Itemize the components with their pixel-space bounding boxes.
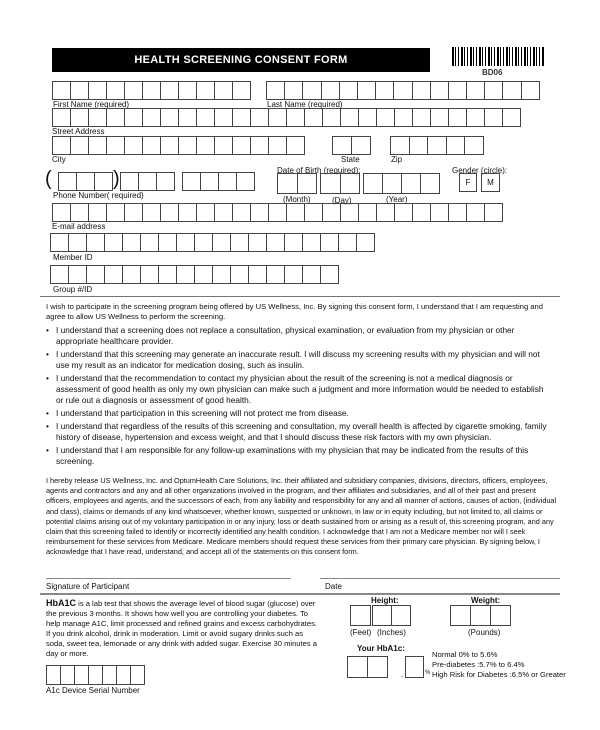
character-box[interactable]	[122, 233, 141, 252]
divider	[40, 593, 560, 595]
character-box[interactable]	[160, 136, 179, 155]
character-box[interactable]	[86, 265, 105, 284]
consent-bullet: • I understand that regardless of the results of this screening and consultation, my overall health is affected by cigarette smoking, family history of disease, hypertension and excess weight, and that I should discuss these risk factors with my own physician.	[46, 421, 551, 443]
character-box[interactable]	[52, 81, 71, 100]
character-box[interactable]	[76, 172, 95, 191]
zip-label: Zip	[391, 155, 403, 164]
character-box[interactable]	[266, 233, 285, 252]
character-box[interactable]	[490, 605, 511, 626]
character-box[interactable]	[122, 265, 141, 284]
gender-f-option[interactable]: F	[459, 173, 477, 192]
character-box[interactable]	[124, 81, 143, 100]
character-box[interactable]	[160, 108, 179, 127]
character-box[interactable]	[106, 81, 125, 100]
character-box[interactable]	[375, 81, 394, 100]
signature-label: Signature of Participant	[46, 582, 130, 591]
character-box[interactable]	[412, 81, 431, 100]
character-box[interactable]	[250, 136, 269, 155]
character-box[interactable]	[232, 81, 251, 100]
character-box[interactable]	[212, 265, 231, 284]
character-box[interactable]	[104, 265, 123, 284]
character-box[interactable]	[464, 136, 484, 155]
decimal-point: .	[401, 670, 404, 679]
weight-input[interactable]	[450, 605, 510, 626]
phone-prefix-input[interactable]	[120, 172, 174, 191]
character-box[interactable]	[130, 665, 145, 685]
character-box[interactable]	[88, 108, 107, 127]
character-box[interactable]	[484, 81, 503, 100]
last-name-label: Last Name (required)	[267, 100, 343, 109]
character-box[interactable]	[266, 265, 285, 284]
character-box[interactable]	[284, 81, 303, 100]
character-box[interactable]	[138, 172, 157, 191]
character-box[interactable]	[196, 81, 215, 100]
email-input[interactable]	[52, 203, 502, 222]
character-box[interactable]	[356, 233, 375, 252]
character-box[interactable]	[52, 203, 71, 222]
consent-intro: I wish to participate in the screening program being offered by US Wellness, Inc. By signing this consent form, I understand that I am requesting and agree to allow US Wellness to perform the screening.	[46, 302, 543, 321]
character-box[interactable]	[268, 203, 287, 222]
character-box[interactable]	[230, 265, 249, 284]
character-box[interactable]	[178, 203, 197, 222]
character-box[interactable]	[104, 233, 123, 252]
paren-open: (	[45, 168, 52, 190]
character-box[interactable]	[448, 203, 467, 222]
character-box[interactable]	[230, 233, 249, 252]
character-box[interactable]	[466, 81, 485, 100]
range-high-risk: High Risk for Diabetes :6.5% or Greater	[432, 670, 566, 679]
character-box[interactable]	[470, 605, 491, 626]
date-label: Date	[325, 582, 342, 591]
dob-month-input[interactable]	[277, 173, 316, 194]
character-box[interactable]	[250, 203, 269, 222]
character-box[interactable]	[391, 605, 411, 626]
height-inches-input[interactable]	[372, 605, 410, 626]
city-input[interactable]	[52, 136, 304, 155]
character-box[interactable]	[120, 172, 139, 191]
release-paragraph: I hereby release US Wellness, Inc. and OptumHealth Care Solutions, Inc. their affiliated and subsidiary companies, divisions, directors, officers, employees, agents and contractors and any and all other organizations involved in the program, and their affiliates and subsidiaries, and all of their past and present officers, employees and agents, and the successors of each, from any liability and responsibility for any and all manner of actions, causes of action, (individual and class), claims or demands of any kind whatsoever, whether known, suspected or unknown, in law or in equity including, but not limited to, all claims or potential claims arising out of my voluntary participation in or any injury, loss or death sustained from or arising as a result of, this screening program, and any claim that this screening failed to identify or incorrectly identified any health condition. I acknowledge that I am not a Medicare member nor will I seek reimbursement for these services from Medicare. Medicare members should request these services from their primary care physician. By signing below, I acknowledge that I have read, understand, and accept all of the statements on this consent form.	[46, 476, 557, 557]
gender-label: Gender (circle):	[452, 166, 508, 175]
character-box[interactable]	[450, 605, 471, 626]
character-box[interactable]	[376, 203, 395, 222]
date-line[interactable]	[320, 578, 560, 579]
character-box[interactable]	[74, 665, 89, 685]
member-id-input[interactable]	[50, 233, 374, 252]
character-box[interactable]	[178, 136, 197, 155]
character-box[interactable]	[448, 108, 467, 127]
character-box[interactable]	[248, 233, 267, 252]
character-box[interactable]	[277, 173, 298, 194]
character-box[interactable]	[232, 108, 251, 127]
character-box[interactable]	[196, 136, 215, 155]
character-box[interactable]	[405, 656, 424, 678]
inches-label: (Inches)	[377, 628, 406, 637]
character-box[interactable]	[68, 233, 87, 252]
character-box[interactable]	[321, 81, 340, 100]
character-box[interactable]	[176, 265, 195, 284]
dob-day-input[interactable]	[320, 173, 359, 194]
dob-year-input[interactable]	[363, 173, 439, 194]
character-box[interactable]	[430, 203, 449, 222]
character-box[interactable]	[393, 81, 412, 100]
character-box[interactable]	[302, 265, 321, 284]
character-box[interactable]	[194, 233, 213, 252]
weight-label: Weight:	[471, 596, 501, 605]
character-box[interactable]	[248, 265, 267, 284]
character-box[interactable]	[178, 81, 197, 100]
character-box[interactable]	[521, 81, 540, 100]
character-box[interactable]	[58, 172, 77, 191]
character-box[interactable]	[106, 108, 125, 127]
character-box[interactable]	[142, 203, 161, 222]
character-box[interactable]	[347, 656, 368, 678]
group-id-label: Group #/ID	[53, 285, 93, 294]
character-box[interactable]	[214, 108, 233, 127]
consent-bullet: • I understand that participation in this screening will not protect me from disease.	[46, 408, 551, 419]
character-box[interactable]	[70, 203, 89, 222]
character-box[interactable]	[50, 233, 69, 252]
character-box[interactable]	[70, 108, 89, 127]
character-box[interactable]	[430, 108, 449, 127]
height-label: Height:	[371, 596, 399, 605]
character-box[interactable]	[68, 265, 87, 284]
character-box[interactable]	[232, 136, 251, 155]
last-name-input[interactable]	[266, 81, 539, 100]
gender-m-option[interactable]: M	[481, 173, 500, 192]
character-box[interactable]	[236, 172, 255, 191]
character-box[interactable]	[466, 108, 485, 127]
character-box[interactable]	[340, 203, 359, 222]
character-box[interactable]	[363, 173, 383, 194]
character-box[interactable]	[218, 172, 237, 191]
character-box[interactable]	[409, 136, 429, 155]
character-box[interactable]	[158, 233, 177, 252]
range-normal: Normal 0% to 5.6%	[432, 650, 498, 659]
character-box[interactable]	[320, 265, 339, 284]
character-box[interactable]	[502, 108, 521, 127]
character-box[interactable]	[357, 81, 376, 100]
character-box[interactable]	[332, 136, 352, 155]
character-box[interactable]	[466, 203, 485, 222]
email-label: E-mail address	[52, 222, 106, 231]
character-box[interactable]	[340, 108, 359, 127]
character-box[interactable]	[284, 233, 303, 252]
character-box[interactable]	[142, 136, 161, 155]
character-box[interactable]	[196, 108, 215, 127]
character-box[interactable]	[116, 665, 131, 685]
character-box[interactable]	[448, 81, 467, 100]
street-address-input[interactable]	[52, 108, 520, 127]
member-id-label: Member ID	[53, 253, 93, 262]
character-box[interactable]	[446, 136, 466, 155]
character-box[interactable]	[200, 172, 219, 191]
character-box[interactable]	[176, 233, 195, 252]
character-box[interactable]	[196, 203, 215, 222]
character-box[interactable]	[140, 265, 159, 284]
character-box[interactable]	[178, 108, 197, 127]
character-box[interactable]	[390, 136, 410, 155]
character-box[interactable]	[340, 173, 361, 194]
dob-label: Date of Birth (required):	[277, 166, 361, 175]
phone-line-input[interactable]	[182, 172, 254, 191]
hba1c-description	[46, 598, 321, 659]
consent-bullet: • I understand that a screening does not replace a consultation, physical examination, or evaluation from my physician or other appropriate healthcare provider.	[46, 325, 551, 347]
character-box[interactable]	[52, 108, 71, 127]
barcode	[452, 47, 545, 66]
character-box[interactable]	[88, 665, 103, 685]
percent-sign: %	[425, 670, 431, 676]
form-title: HEALTH SCREENING CONSENT FORM	[52, 48, 430, 72]
first-name-input[interactable]	[52, 81, 250, 100]
character-box[interactable]	[124, 203, 143, 222]
barcode-text: BD06	[482, 68, 503, 77]
character-box[interactable]	[212, 233, 231, 252]
street-address-label: Street Address	[52, 127, 105, 136]
character-box[interactable]	[70, 81, 89, 100]
character-box[interactable]	[412, 108, 431, 127]
character-box[interactable]	[214, 136, 233, 155]
character-box[interactable]	[304, 108, 323, 127]
day-label: (Day)	[332, 196, 352, 205]
character-box[interactable]	[194, 265, 213, 284]
consent-bullets	[46, 325, 551, 469]
height-feet-input[interactable]	[350, 605, 370, 626]
character-box[interactable]	[46, 665, 61, 685]
paren-close: )	[113, 168, 120, 190]
serial-number-label: A1c Device Serial Number	[46, 686, 140, 695]
character-box[interactable]	[94, 172, 113, 191]
divider	[40, 296, 560, 297]
character-box[interactable]	[124, 108, 143, 127]
character-box[interactable]	[367, 656, 388, 678]
character-box[interactable]	[286, 108, 305, 127]
character-box[interactable]	[401, 173, 421, 194]
character-box[interactable]	[86, 233, 105, 252]
first-name-label: First Name (required)	[53, 100, 130, 109]
character-box[interactable]	[214, 81, 233, 100]
character-box[interactable]	[382, 173, 402, 194]
character-box[interactable]	[268, 136, 287, 155]
character-box[interactable]	[156, 172, 175, 191]
character-box[interactable]	[268, 108, 287, 127]
year-label: (Year)	[386, 195, 408, 204]
character-box[interactable]	[284, 265, 303, 284]
zip-input[interactable]	[390, 136, 483, 155]
character-box[interactable]	[376, 108, 395, 127]
character-box[interactable]	[286, 136, 305, 155]
character-box[interactable]	[297, 173, 318, 194]
character-box[interactable]	[338, 233, 357, 252]
your-hba1c-label: Your HbA1c:	[357, 644, 405, 653]
character-box[interactable]	[420, 173, 440, 194]
city-label: City	[52, 155, 66, 164]
character-box[interactable]	[52, 136, 71, 155]
character-box[interactable]	[142, 81, 161, 100]
character-box[interactable]	[358, 203, 377, 222]
character-box[interactable]	[372, 605, 392, 626]
character-box[interactable]	[502, 81, 521, 100]
character-box[interactable]	[430, 81, 449, 100]
character-box[interactable]	[106, 203, 125, 222]
character-box[interactable]	[351, 136, 371, 155]
character-box[interactable]	[266, 81, 285, 100]
character-box[interactable]	[484, 108, 503, 127]
character-box[interactable]	[106, 136, 125, 155]
character-box[interactable]	[427, 136, 447, 155]
character-box[interactable]	[88, 136, 107, 155]
character-box[interactable]	[286, 203, 305, 222]
character-box[interactable]	[214, 203, 233, 222]
character-box[interactable]	[358, 108, 377, 127]
character-box[interactable]	[160, 203, 179, 222]
group-id-input[interactable]	[50, 265, 338, 284]
character-box[interactable]	[322, 108, 341, 127]
character-box[interactable]	[124, 136, 143, 155]
character-box[interactable]	[394, 108, 413, 127]
phone-area-code-input[interactable]	[58, 172, 112, 191]
feet-label: (Feet)	[350, 628, 372, 637]
character-box[interactable]	[322, 203, 341, 222]
character-box[interactable]	[320, 173, 341, 194]
character-box[interactable]	[320, 233, 339, 252]
character-box[interactable]	[88, 81, 107, 100]
hba1c-ranges	[432, 650, 566, 680]
character-box[interactable]	[50, 265, 69, 284]
hba1c-whole-input[interactable]	[347, 656, 387, 678]
character-box[interactable]	[302, 81, 321, 100]
character-box[interactable]	[142, 108, 161, 127]
consent-bullet: • I understand that I am responsible for any follow-up examinations with my physician that may be indicated from the results of this screening.	[46, 445, 551, 467]
character-box[interactable]	[60, 665, 75, 685]
consent-bullet: • I understand that this screening may generate an inaccurate result. I will discuss my screening results with my physician and will not use my result as an indicator for medication dosing, such as insulin.	[46, 349, 551, 371]
pounds-label: (Pounds)	[468, 628, 501, 637]
character-box[interactable]	[250, 108, 269, 127]
character-box[interactable]	[158, 265, 177, 284]
character-box[interactable]	[350, 605, 371, 626]
hba1c-decimal-input[interactable]	[405, 656, 423, 678]
signature-line[interactable]	[46, 578, 291, 579]
state-input[interactable]	[332, 136, 370, 155]
character-box[interactable]	[484, 203, 503, 222]
character-box[interactable]	[302, 233, 321, 252]
character-box[interactable]	[70, 136, 89, 155]
character-box[interactable]	[304, 203, 323, 222]
serial-number-input[interactable]	[46, 665, 144, 685]
month-label: (Month)	[283, 195, 311, 204]
state-label: State	[341, 155, 360, 164]
character-box[interactable]	[339, 81, 358, 100]
character-box[interactable]	[182, 172, 201, 191]
character-box[interactable]	[232, 203, 251, 222]
character-box[interactable]	[140, 233, 159, 252]
character-box[interactable]	[88, 203, 107, 222]
character-box[interactable]	[412, 203, 431, 222]
character-box[interactable]	[102, 665, 117, 685]
phone-label: Phone Number( required)	[53, 191, 144, 200]
consent-bullet: • I understand that the recommendation to contact my physician about the result of the screening is not a medical diagnosis or assessment of good health as only my own physician can make such a judgment and more information would be needed to establish or rule out a diagnosis or assessment of good health.	[46, 373, 551, 406]
character-box[interactable]	[394, 203, 413, 222]
hba1c-text: is a lab test that shows the average level of blood sugar (glucose) over the previous 3 months. It shows how well you are controlling your diabetes. To help manage A1C, limit processed and refined grains and excess carbohydrates. If you drink alcohol, drink in moderation. Limit or avoid sugary drinks such as soda, sweet tea, lemonade or any drink with added sugar. Exercise 30 minutes a day or more.	[46, 599, 317, 658]
range-prediabetes: Pre-diabetes :5.7% to 6.4%	[432, 660, 525, 669]
character-box[interactable]	[160, 81, 179, 100]
hba1c-term: HbA1C	[46, 598, 77, 608]
